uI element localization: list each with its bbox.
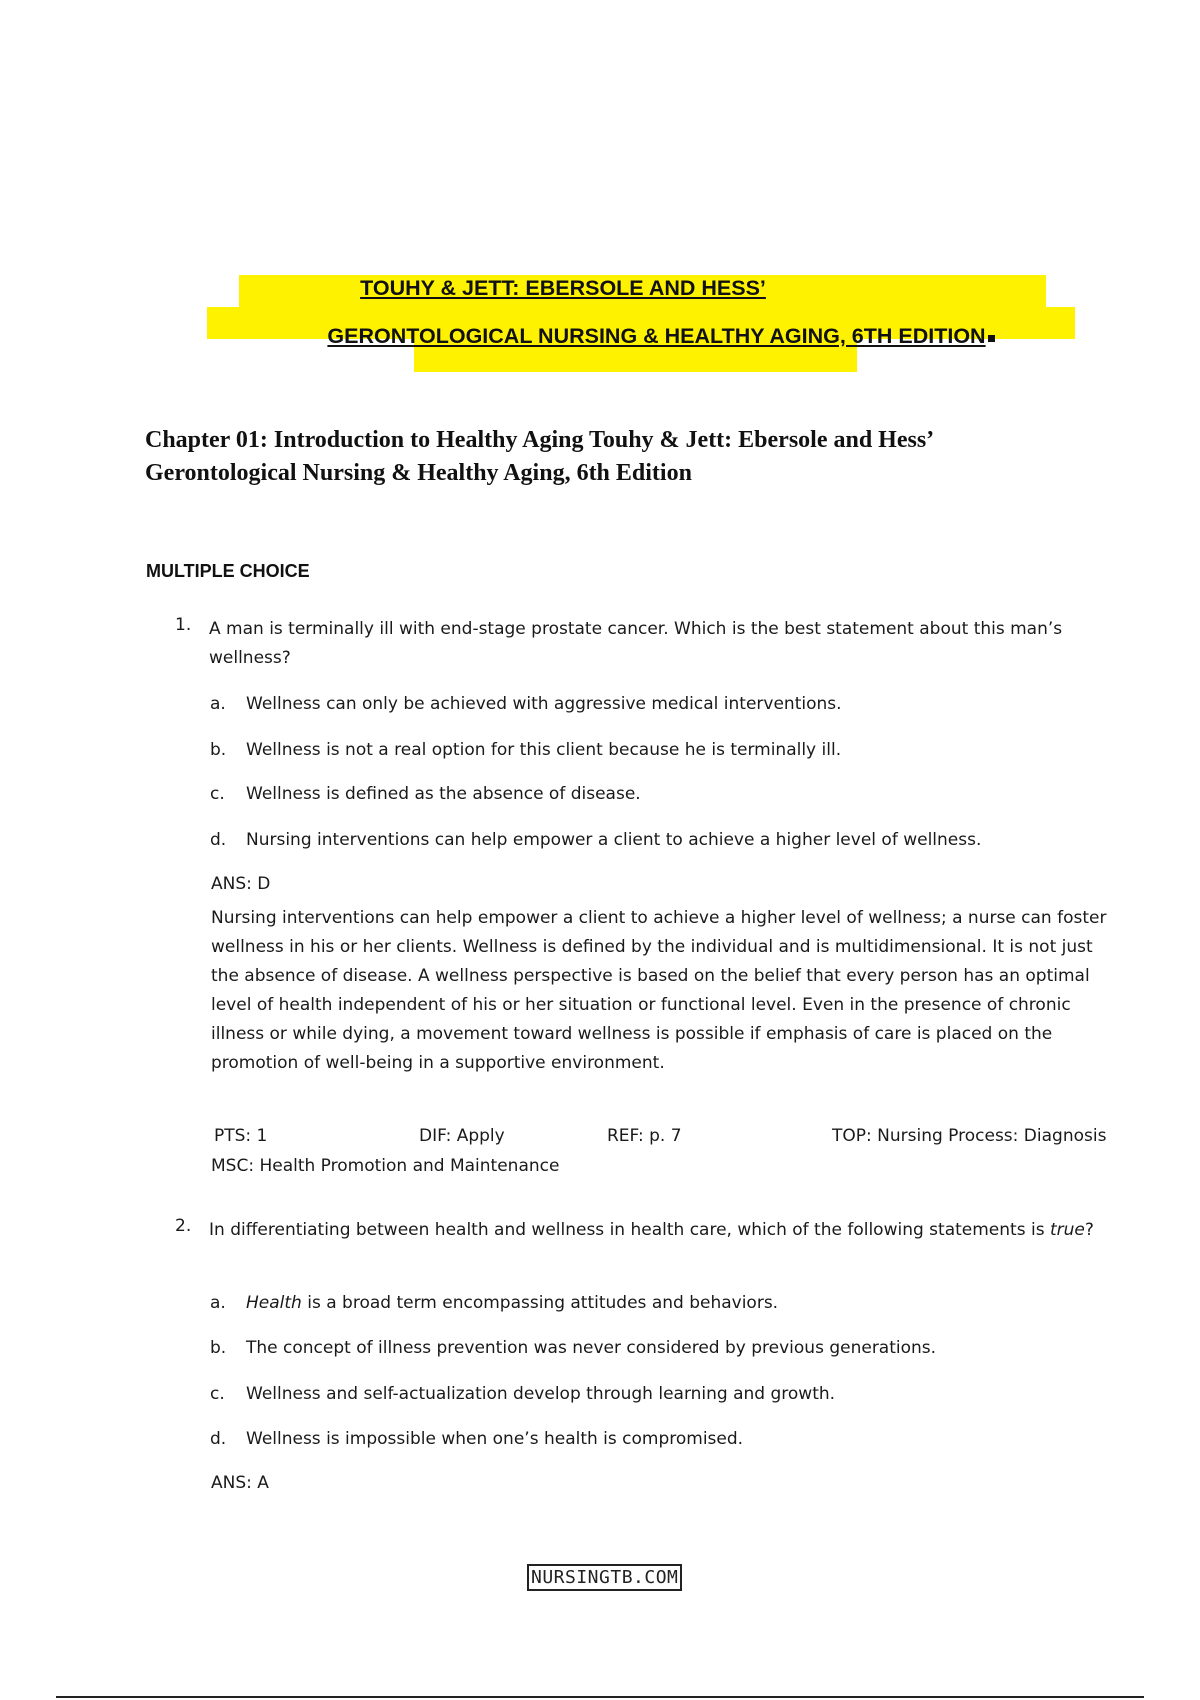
option-letter: a. bbox=[210, 694, 226, 714]
topic-field: TOP: Nursing Process: Diagnosis bbox=[832, 1126, 1107, 1146]
answer-option bbox=[210, 740, 841, 760]
option-text: Wellness and self-actualization develop through learning and growth. bbox=[246, 1384, 836, 1404]
option-text: Wellness can only be achieved with aggressive medical interventions. bbox=[246, 694, 842, 714]
chapter-title: Chapter 01: Introduction to Healthy Aging Touhy & Jett: Ebersole and Hess’ Gerontological Nursing & Healthy Aging, 6th Edition bbox=[145, 427, 933, 486]
option-text: Nursing interventions can help empower a client to achieve a higher level of wellness. bbox=[246, 830, 982, 850]
option-letter: d. bbox=[210, 1429, 227, 1449]
option-letter: a. bbox=[210, 1293, 226, 1313]
book-title-line-1: TOUHY & JETT: EBERSOLE AND HESS’ bbox=[360, 276, 766, 300]
answer-rationale: Nursing interventions can help empower a client to achieve a higher level of wellness; a nurse can foster wellness in his or her clients. Wellness is defined by the individual and is multidimensional. It is not just the absence of disease. A wellness perspective is based on the belief that every person has an optimal level of health independent of his or her situation or functional level. Even in the presence of chronic illness or while dying, a movement toward wellness is possible if emphasis of care is placed on the promotion of well-being in a supportive environment. bbox=[211, 908, 1107, 1073]
answer-key: ANS: D bbox=[211, 874, 271, 894]
question-text-main: In differentiating between health and wellness in health care, which of the following statements is bbox=[209, 1220, 1050, 1240]
answer-option bbox=[210, 1384, 835, 1404]
answer-option bbox=[210, 1338, 936, 1358]
answer-option bbox=[210, 1429, 743, 1449]
option-text: Wellness is not a real option for this client because he is terminally ill. bbox=[246, 740, 842, 760]
option-letter: c. bbox=[210, 784, 225, 804]
option-emphasis: Health bbox=[246, 1293, 302, 1313]
answer-option bbox=[210, 784, 641, 804]
option-letter: b. bbox=[210, 740, 227, 760]
msc-field: MSC: Health Promotion and Maintenance bbox=[211, 1156, 560, 1176]
difficulty-field: DIF: Apply bbox=[419, 1126, 505, 1146]
option-text: The concept of illness prevention was never considered by previous generations. bbox=[246, 1338, 937, 1358]
answer-option bbox=[210, 694, 842, 714]
watermark-stamp: NURSINGTB.COM bbox=[527, 1564, 682, 1591]
option-letter: c. bbox=[210, 1384, 225, 1404]
option-text: is a broad term encompassing attitudes and behaviors. bbox=[301, 1293, 779, 1313]
section-heading: MULTIPLE CHOICE bbox=[146, 561, 310, 581]
question-number: 1. bbox=[175, 615, 192, 635]
option-letter: b. bbox=[210, 1338, 227, 1358]
answer-key: ANS: A bbox=[211, 1473, 269, 1493]
answer-option bbox=[210, 1293, 778, 1313]
option-text: Wellness is impossible when one’s health is compromised. bbox=[246, 1429, 744, 1449]
question-text-emphasis: true bbox=[1049, 1220, 1085, 1240]
question-number: 2. bbox=[175, 1216, 192, 1236]
question-text: A man is terminally ill with end-stage prostate cancer. Which is the best statement about this man’s wellness? bbox=[209, 619, 1063, 668]
reference-field: REF: p. 7 bbox=[607, 1126, 682, 1146]
answer-option bbox=[210, 830, 981, 850]
points-field: PTS: 1 bbox=[214, 1126, 268, 1146]
book-title-line-2-text: GERONTOLOGICAL NURSING & HEALTHY AGING, 6TH EDITION bbox=[327, 324, 986, 348]
question-text bbox=[209, 1216, 1119, 1245]
page-bottom-rule bbox=[56, 1696, 1144, 1698]
option-letter: d. bbox=[210, 830, 227, 850]
question-text-end: ? bbox=[1084, 1220, 1094, 1240]
title-period-mark bbox=[988, 335, 995, 342]
book-title-line-2 bbox=[61, 324, 1200, 349]
option-text: Wellness is defined as the absence of disease. bbox=[246, 784, 641, 804]
